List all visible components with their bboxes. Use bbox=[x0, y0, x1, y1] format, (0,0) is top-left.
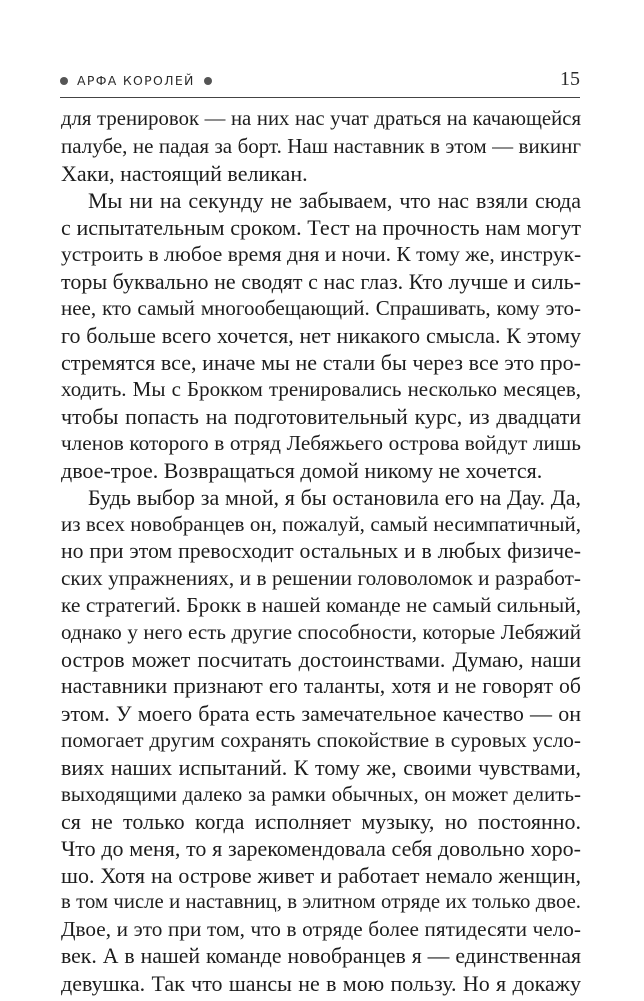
text-line: стремятся все, иначе мы не стали бы через все это про- bbox=[61, 350, 581, 375]
text-line: ке стратегий. Брокк в нашей команде не самый сильный, bbox=[61, 593, 582, 617]
text-line: помогает другим сохранять спокойствие в суровых усло- bbox=[61, 728, 581, 752]
page-number: 15 bbox=[560, 68, 580, 90]
text-line: шо. Хотя на острове живет и работает немало женщин, bbox=[61, 863, 581, 888]
text-line: девушка. Так что шансы не в мою пользу. Но я докажу bbox=[61, 971, 581, 996]
text-line: однако у него есть другие способности, которые Лебяжий bbox=[61, 620, 581, 644]
text-line: ся не только когда исполняет музыку, но постоянно. bbox=[61, 809, 581, 834]
text-line: палубе, не падая за борт. Наш наставник в этом — викинг bbox=[61, 134, 581, 158]
text-line: этом. У моего брата есть замечательное качество — он bbox=[61, 701, 581, 726]
text-line: из всех новобранцев он, пожалуй, самый несимпатичный, bbox=[61, 512, 581, 536]
running-title bbox=[60, 73, 212, 88]
header-rule bbox=[60, 97, 580, 98]
text-line: с испытательным сроком. Тест на прочность нам могут bbox=[61, 215, 581, 240]
text-line: двое-трое. Возвращаться домой никому не хочется. bbox=[61, 458, 543, 483]
text-line: Хаки, настоящий великан. bbox=[61, 161, 308, 186]
text-line: Что до меня, то я зарекомендовала себя довольно хоро- bbox=[61, 836, 581, 861]
text-line: выходящими далеко за рамки обычных, он может делить- bbox=[61, 782, 581, 806]
text-line: ских упражнениях, и в решении головоломок и разработ- bbox=[61, 566, 581, 590]
text-line: Мы ни на секунду не забываем, что нас взяли сюда bbox=[88, 188, 581, 213]
text-line: век. А в нашей команде новобранцев я — единственная bbox=[61, 944, 581, 968]
book-title: АРФА КОРОЛЕЙ bbox=[77, 73, 195, 88]
text-line: наставники признают его таланты, хотя и не говорят об bbox=[61, 674, 581, 698]
text-line: в том числе и наставниц, в элитном отряде их только двое. bbox=[61, 891, 581, 913]
text-line: устроить в любое время дня и ночи. К тому же, инструк- bbox=[61, 242, 582, 266]
text-line: остров может посчитать достоинствами. Думаю, наши bbox=[61, 647, 581, 672]
text-line: членов которого в отряд Лебяжьего острова войдут лишь bbox=[61, 431, 581, 455]
text-line: торы буквально не сводят с нас глаз. Кто лучше и силь- bbox=[61, 269, 581, 294]
text-line: Двое, и это при том, что в отряде более пятидесяти чело- bbox=[61, 917, 581, 941]
running-header bbox=[60, 67, 580, 97]
bullet-icon bbox=[204, 77, 212, 85]
text-line: для тренировок — на них нас учат драться на качающейся bbox=[61, 108, 581, 130]
text-line: но при этом превосходит остальных и в любых физиче- bbox=[61, 539, 581, 563]
text-line: Будь выбор за мной, я бы остановила его на Дау. Да, bbox=[88, 485, 581, 510]
text-line: виях наших испытаний. К тому же, своими чувствами, bbox=[61, 755, 581, 780]
text-line: чтобы попасть на подготовительный курс, из двадцати bbox=[61, 404, 581, 429]
body-text bbox=[61, 106, 581, 997]
bullet-icon bbox=[60, 77, 68, 85]
text-line: ходить. Мы с Брокком тренировались несколько месяцев, bbox=[61, 377, 581, 401]
text-line: го больше всего хочется, нет никакого смысла. К этому bbox=[61, 323, 581, 348]
text-line: нее, кто самый многообещающий. Спрашивать, кому это- bbox=[61, 296, 581, 320]
